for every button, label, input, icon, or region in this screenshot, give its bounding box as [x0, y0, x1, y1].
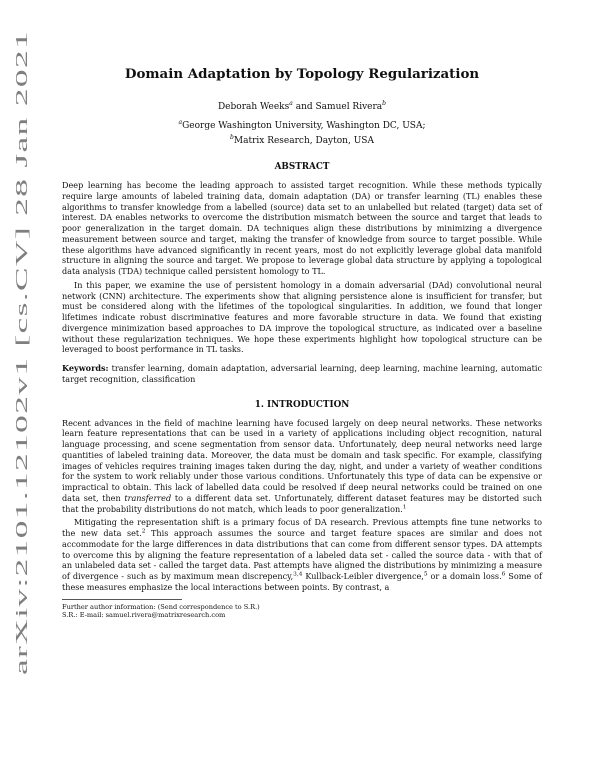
abstract-paragraph-1: Deep learning has become the leading approach to assisted target recognition. While these methods typically require large amounts of labeled training data, domain adaptation (DA) or transfer learning (TL) enables these algorithms to transfer knowledge from a labelled (source) data set to an unlabelled but related (target) data set of interest. DA enables networks to overcome the distribution mismatch between the source and target that leads to poor generalization in the target domain. DA techniques align these distributions by minimizing a divergence measurement between source and target, making the transfer of knowledge from source to target possible. While these algorithms have advanced significantly in recent years, most do not explicitly leverage global data manifold structure in aligning the source and target. We propose to leverage global data structure by applying a topological data analysis (TDA) technique called persistent homology to TL. — [62, 180, 542, 276]
intro-p2-text-d: or a domain loss. — [427, 571, 502, 581]
intro-p2-text-c: Kullback-Leibler divergence, — [302, 571, 424, 581]
author-weeks-mark: a — [289, 100, 293, 107]
author-weeks: Deborah Weeks — [217, 102, 290, 112]
affiliations — [62, 117, 542, 147]
intro-p2-text-e: Some of these measures emphasize the local interactions between points. By contrast, a — [62, 571, 542, 592]
author-line — [62, 98, 542, 113]
abstract-paragraph-2: In this paper, we examine the use of persistent homology in a domain adversarial (DAd) convolutional neural network (CNN) architecture. The experiments show that aligning persistence alone is insufficient for transfer, but must be considered along with the lifetimes of the topological singularities. In addition, we found that longer lifetimes indicate robust discriminative features and more favorable structure in data. We found that existing divergence minimization based approaches to DA improve the topological structure, as indicated over a baseline without these regularization techniques. We hope these experiments highlight how topological structure can be leveraged to boost performance in TL tasks. — [62, 279, 542, 355]
affiliation-b-text: Matrix Research, Dayton, USA — [233, 136, 374, 146]
intro-paragraph-2 — [62, 517, 542, 592]
footnote-email: S.R.: E-mail: samuel.rivera@matrixresearch.com — [62, 611, 226, 620]
author-connector: and — [292, 102, 316, 112]
intro-p1-emphasis: transferred — [124, 492, 172, 503]
abstract-heading: ABSTRACT — [274, 162, 330, 172]
keywords — [62, 363, 542, 385]
citation-ref[interactable]: 6 — [501, 571, 506, 578]
arxiv-stamp-text: arXiv:2101.12102v1 [cs.CV] 28 Jan 2021 — [12, 367, 31, 675]
author-rivera-mark: b — [382, 100, 387, 107]
intro-p1-text-b: to a different data set. Unfortunately, different dataset features may be distorted such that the probability distributions do not match, which leads to poor generalization. — [62, 492, 542, 514]
author-rivera: Samuel Rivera — [315, 102, 383, 112]
paper-title: Domain Adaptation by Topology Regularization — [124, 66, 480, 82]
citation-ref[interactable]: 2 — [141, 528, 146, 535]
footnote-author-info: Further author information: (Send correspondence to S.R.) — [62, 602, 260, 611]
intro-paragraph-1 — [62, 418, 542, 515]
paper-page — [62, 66, 542, 620]
intro-p1-text-a: Recent advances in the field of machine learning have focused largely on deep neural networks. These networks learn feature representations that can be used in a variety of applications including object recognition, natural language processing, and scene segmentation from sensor data. Unfortunately, deep neural networks need large quantities of labeled training data. Moreover, the data must be domain and task specific. For example, classifying images of vehicles requires training images taken during the day, night, and under a variety of weather conditions for the system to work reliably under those various conditions. Unfortunately this type of data can be expensive or impractical to obtain. This lack of labelled data could be resolved if deep neural networks could be trained on one data set, then — [62, 417, 542, 503]
affiliation-a-text: George Washington University, Washington DC, USA; — [182, 121, 426, 131]
intro-heading: 1. INTRODUCTION — [254, 399, 350, 410]
footnote-rule — [62, 599, 182, 600]
keywords-text: transfer learning, domain adaptation, adversarial learning, deep learning, machine learning, automatic target recognition, classification — [62, 363, 542, 384]
affiliation-a — [62, 117, 542, 132]
affiliation-a-mark: a — [178, 119, 183, 126]
intro-p2-text-a: Mitigating the representation shift is a primary focus of DA research. Previous attempts fine tune networks to the new data set. — [62, 517, 542, 538]
affiliation-b-mark: b — [230, 134, 234, 141]
keywords-label: Keywords: — [62, 363, 109, 373]
intro-p2-text-b: This approach assumes the source and target feature spaces are similar and does not accommodate for the large differences in data distributions that can come from different sensor types. DA attempts to overcome this by aligning the feature representation of a labeled data set - called the source data - with that of an unlabeled data set - called the target data. Past attempts have aligned the distributions by minimizing a measure of divergence - such as by maximum mean discrepency, — [62, 528, 542, 581]
arxiv-stamp — [8, 20, 30, 680]
citation-ref[interactable]: 1 — [402, 503, 407, 510]
affiliation-b — [62, 132, 542, 147]
citation-ref[interactable]: 3,4 — [293, 571, 303, 578]
citation-ref[interactable]: 5 — [423, 571, 428, 578]
